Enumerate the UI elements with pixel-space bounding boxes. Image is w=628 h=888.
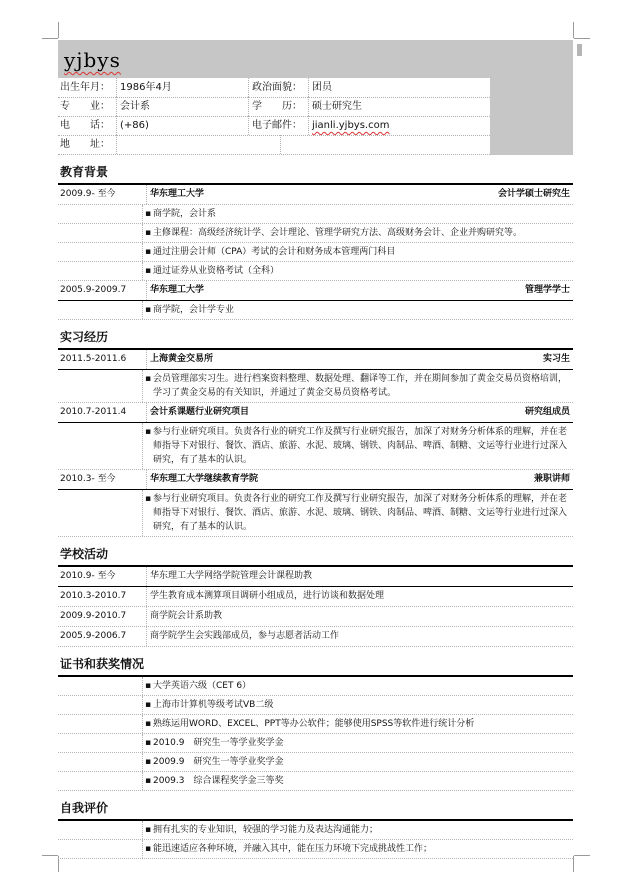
experience-entry: [58, 470, 573, 490]
info-row-birth: [58, 78, 490, 98]
bullet-icon: ▪: [144, 844, 152, 854]
bullet-icon: ▪: [144, 494, 152, 504]
certificate-item: ▪ 上海市计算机等级考试VB二级: [58, 696, 573, 715]
name-band: [58, 40, 490, 78]
birth-label: 出生年月：: [60, 82, 110, 93]
list-item: ▪ 参与行业研究项目。负责各行业的研究工作及撰写行业研究报告，加深了对财务分析体系的理解，并在老师指导下对银行、餐饮、酒店、旅游、水泥、玻璃、钢铁、肉制品、啤酒、制糖、文运等行业进行过深入研究，有了基本的认识。: [58, 423, 573, 470]
crop-mark: [574, 38, 590, 39]
birth-value: 1986年4月: [120, 82, 172, 93]
politics-value: 团员: [312, 82, 332, 93]
bullet-icon: ▪: [144, 700, 152, 710]
education-degree: 会计学硕士研究生: [497, 189, 570, 199]
experience-date: 2010.7-2011.4: [58, 403, 147, 422]
crop-mark: [58, 22, 59, 38]
bullet-icon: ▪: [144, 247, 152, 257]
education-school: 华东理工大学: [150, 285, 205, 295]
bullet-icon: ▪: [144, 719, 152, 729]
list-item: ▪ 商学院，会计系: [58, 205, 573, 224]
crop-mark: [42, 855, 58, 856]
experience-role: 实习生: [542, 354, 570, 364]
certificate-item: ▪ 熟练运用WORD、EXCEL、PPT等办公软件；能够使用SPSS等软件进行统计分析: [58, 715, 573, 734]
certificate-item: ▪ 2009.9 研究生一等学业奖学金: [58, 753, 573, 772]
experience-entry: [58, 403, 573, 423]
experience-role: 兼职讲师: [533, 474, 570, 484]
education-school: 华东理工大学: [150, 189, 205, 199]
activity-row: 2010.9- 至今 华东理工大学网络学院管理会计课程助教: [58, 567, 573, 587]
photo-placeholder: [490, 40, 573, 155]
experience-org: 会计系课题行业研究项目: [150, 407, 250, 417]
section-title-activities: 学校活动: [58, 543, 573, 567]
list-item: ▪ 通过证券从业资格考试（全科）: [58, 262, 573, 281]
certificate-item: ▪ 大学英语六级（CET 6）: [58, 677, 573, 696]
list-item: ▪ 主修课程：高级经济统计学、会计理论、管理学研究方法、高级财务会计、企业并购研究等。: [58, 224, 573, 243]
email-value[interactable]: jianli.yjbys.com: [312, 120, 390, 131]
resume-page: [58, 40, 573, 859]
crop-mark: [573, 22, 574, 38]
candidate-name: yjbys: [64, 48, 121, 72]
bullet-icon: ▪: [144, 681, 152, 691]
section-title-experience: 实习经历: [58, 326, 573, 350]
bullet-icon: ▪: [144, 738, 152, 748]
activity-row: 2005.9-2006.7 商学院学生会实践部成员，参与志愿者活动工作: [58, 627, 573, 647]
experience-entry: [58, 350, 573, 370]
email-label: 电子邮件：: [252, 120, 302, 131]
bullet-icon: ▪: [144, 209, 152, 219]
phone-label: 电 话：: [60, 120, 110, 131]
education-entry: [58, 281, 573, 301]
education-date: 2005.9-2009.7: [58, 281, 147, 300]
bullet-icon: ▪: [144, 305, 152, 315]
certificate-item: ▪ 2010.9 研究生一等学业奖学金: [58, 734, 573, 753]
section-title-education: 教育背景: [58, 161, 573, 185]
activity-row: 2010.3-2010.7 学生教育成本测算项目调研小组成员，进行访谈和数据处理: [58, 587, 573, 607]
list-item: ▪ 商学院，会计学专业: [58, 301, 573, 320]
list-item: ▪ 参与行业研究项目。负责各行业的研究工作及撰写行业研究报告，加深了对财务分析体系的理解，并在老师指导下对银行、餐饮、酒店、旅游、水泥、玻璃、钢铁、肉制品、啤酒、制糖、文运等行业进行过深入研究，有了基本的认识。: [58, 490, 573, 537]
list-item: ▪ 会员管理部实习生。进行档案资料整理、数据处理、翻译等工作，并在期间参加了黄金交易员资格培训，学习了黄金交易的有关知识，并通过了黄金交易员资格考试。: [58, 370, 573, 403]
experience-date: 2011.5-2011.6: [58, 350, 147, 369]
bullet-icon: ▪: [144, 825, 152, 835]
experience-date: 2010.3- 至今: [58, 470, 147, 489]
bullet-icon: ▪: [144, 427, 152, 437]
politics-label: 政治面貌：: [252, 82, 302, 93]
crop-mark: [574, 855, 590, 856]
info-row-address: [58, 135, 490, 155]
resume-header: [58, 40, 573, 155]
scroll-marker: [577, 44, 582, 56]
phone-value: (+86): [120, 120, 149, 131]
info-row-major: [58, 97, 490, 117]
bullet-icon: ▪: [144, 374, 152, 384]
certificate-item: ▪ 2009.3 综合课程奖学金三等奖: [58, 772, 573, 791]
education-entry: [58, 185, 573, 205]
info-row-contact: [58, 116, 490, 136]
major-value: 会计系: [120, 101, 150, 112]
address-label: 地 址：: [60, 139, 110, 150]
bullet-icon: ▪: [144, 228, 152, 238]
self-eval-item: ▪ 能迅速适应各种环境，并融入其中，能在压力环境下完成挑战性工作；: [58, 840, 573, 859]
section-title-self-eval: 自我评价: [58, 797, 573, 821]
degree-label: 学 历：: [252, 101, 302, 112]
degree-value: 硕士研究生: [312, 101, 362, 112]
crop-mark: [42, 38, 58, 39]
education-degree: 管理学学士: [524, 285, 570, 295]
major-label: 专 业：: [60, 101, 110, 112]
experience-org: 华东理工大学继续教育学院: [150, 474, 259, 484]
experience-org: 上海黄金交易所: [150, 354, 214, 364]
crop-mark: [573, 856, 574, 872]
education-date: 2009.9- 至今: [58, 185, 147, 204]
activity-row: 2009.9-2010.7 商学院会计系助教: [58, 607, 573, 627]
experience-role: 研究组成员: [524, 407, 570, 417]
section-title-certificates: 证书和获奖情况: [58, 653, 573, 677]
bullet-icon: ▪: [144, 266, 152, 276]
self-eval-item: ▪ 拥有扎实的专业知识，较强的学习能力及表达沟通能力；: [58, 821, 573, 840]
bullet-icon: ▪: [144, 757, 152, 767]
list-item: ▪ 通过注册会计师（CPA）考试的会计和财务成本管理两门科目: [58, 243, 573, 262]
bullet-icon: ▪: [144, 776, 152, 786]
